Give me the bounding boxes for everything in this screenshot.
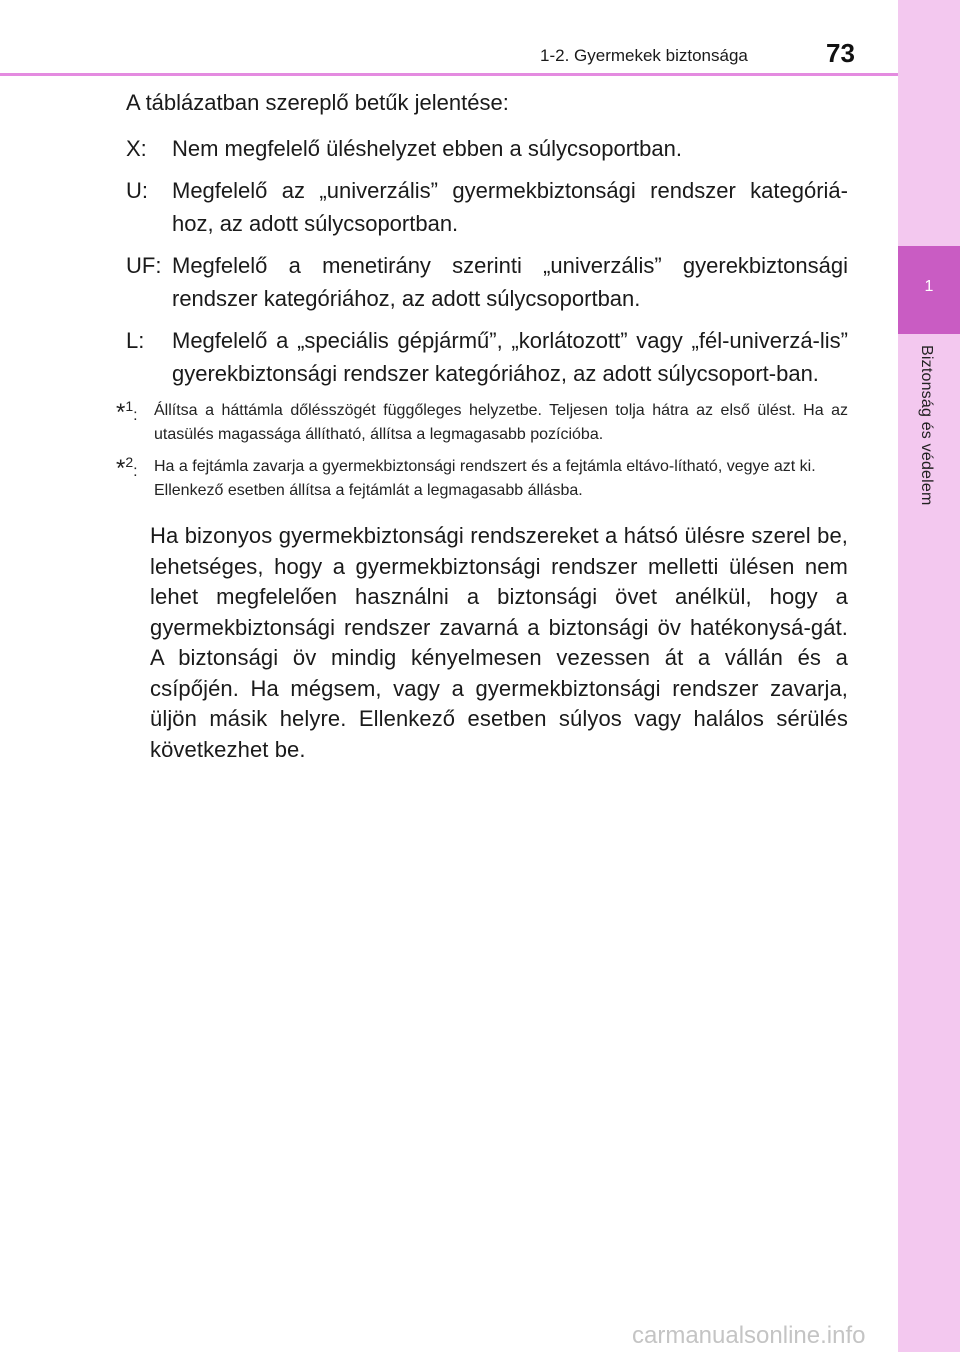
definition-item (120, 324, 848, 390)
footnote-marker: *$^2$: (116, 454, 138, 482)
definition-key: X: (126, 136, 147, 161)
definition-key: L: (126, 328, 145, 353)
footnote-number: 1 (125, 398, 134, 414)
definition-item (120, 132, 848, 165)
footnote-marker: *$^1$: (116, 398, 138, 426)
page-number: 73 (826, 38, 855, 68)
chapter-number: 1 (924, 278, 934, 295)
asterisk-mark: * (116, 399, 126, 426)
footnote (116, 398, 848, 447)
footnote-text: Állítsa a háttámla dőlésszögét függőleges helyzetbe. Teljesen tolja hátra az első ülést. Ha az utasülés magassága állítható, állítsa a legmagasabb pozícióba. (154, 402, 848, 443)
definition-key: UF: (126, 253, 162, 278)
footnote-extra-text: Ellenkező esetben állítsa a fejtámlát a legmagasabb állásba. (154, 482, 583, 499)
section-title: 1-2. Gyermekek biztonsága (540, 46, 748, 65)
page-content (116, 86, 848, 765)
definition-text: Nem megfelelő üléshelyzet ebben a súlycsoportban. (172, 136, 682, 161)
site-watermark: carmanualsonline.info (632, 1322, 866, 1349)
footnote-text: Ha a fejtámla zavarja a gyermekbiztonsági rendszert és a fejtámla eltávo-lítható, vegye azt ki. (154, 458, 816, 475)
definition-item (120, 174, 848, 240)
safety-warning: Ha bizonyos gyermekbiztonsági rendszereket a hátsó ülésre szerel be, lehetséges, hogy a gyermekbiztonsági rendszer melletti ülésen nem lehet megfelelően használni a biztonsági övet anélkül, hogy a gyermekbiztonsági rendszer zavarná a biztonsági öv hatékonysá-gát. A biztonsági öv mindig kényelmesen vezessen át a vállán és a csípőjén. Ha mégsem, vagy a gyermekbiztonsági rendszer zavarja, üljön másik helyre. Ellenkező esetben súlyos vagy halálos sérülés következhet be. (150, 523, 848, 762)
definition-text: Megfelelő az „univerzális” gyermekbiztonsági rendszer kategóriá-hoz, az adott súlycsoportban. (172, 178, 848, 236)
asterisk-mark: * (116, 455, 126, 482)
definition-text: Megfelelő a „speciális gépjármű”, „korlátozott” vagy „fél-univerzá-lis” gyerekbiztonsági rendszer kategóriához, az adott súlycsoport-ban. (172, 328, 848, 386)
header-divider (0, 73, 898, 76)
definition-text: Megfelelő a menetirány szerinti „univerzális” gyerekbiztonsági rendszer kategóriához, az adott súlycsoportban. (172, 253, 848, 311)
legend-intro: A táblázatban szereplő betűk jelentése: (126, 90, 509, 115)
chapter-title: Biztonság és védelem (918, 345, 935, 506)
definition-item (120, 249, 848, 315)
definition-key: U: (126, 178, 148, 203)
footnote-number: 2 (125, 454, 134, 470)
chapter-side-tab (898, 0, 960, 1352)
footnote (116, 454, 848, 503)
